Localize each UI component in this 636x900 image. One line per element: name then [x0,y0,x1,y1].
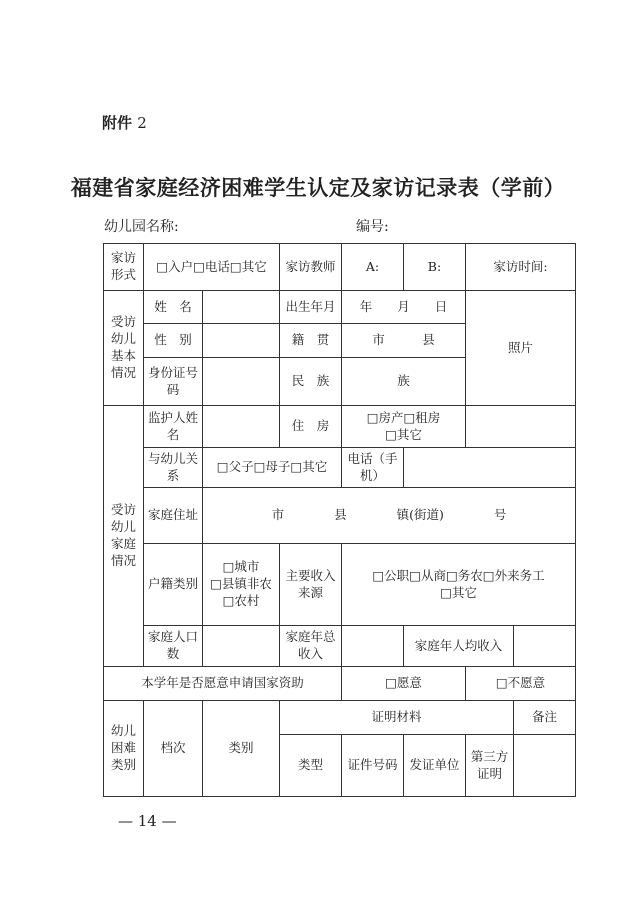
id-number-label: 身份证号码 [144,358,203,406]
origin-field[interactable]: 市 县 [342,324,466,358]
form-number-label: 编号: [356,219,389,235]
address-label: 家庭住址 [144,488,203,544]
address-field[interactable]: 市 县 镇(街道) 号 [203,488,576,544]
gender-label: 性 别 [144,324,203,358]
phone-field[interactable] [404,448,576,488]
name-field[interactable] [203,291,280,324]
visit-form-label: 家访形式 [104,244,144,291]
guardian-label: 监护人姓名 [144,406,203,448]
visit-form-options[interactable]: □入户□电话□其它 [144,244,280,291]
cert-number-label: 证件号码 [342,735,404,797]
aid-unwilling-option[interactable]: □不愿意 [466,667,576,701]
per-capita-label: 家庭年人均收入 [404,626,514,667]
name-label: 姓 名 [144,291,203,324]
visit-teacher-a[interactable]: A: [342,244,404,291]
family-section-label: 受访幼儿家庭情况 [104,406,144,667]
page-number: — 14 — [118,812,177,830]
annex-label: 附件 2 [102,114,147,132]
housing-label: 住 房 [280,406,342,448]
ethnic-label: 民 族 [280,358,342,406]
housing-blank [466,406,576,448]
phone-label: 电话（手机） [342,448,404,488]
population-field[interactable] [203,626,280,667]
child-basic-section-label: 受访幼儿基本情况 [104,291,144,406]
gender-field[interactable] [203,324,280,358]
third-party-proof-label: 第三方证明 [466,735,514,797]
visit-teacher-b[interactable]: B: [404,244,466,291]
total-income-field[interactable] [342,626,404,667]
type-label: 类别 [203,701,280,797]
birth-field[interactable]: 年 月 日 [342,291,466,324]
difficulty-category-label: 幼儿困难类别 [104,701,144,797]
aid-willing-option[interactable]: □愿意 [342,667,466,701]
income-source-label: 主要收入来源 [280,544,342,626]
guardian-field[interactable] [203,406,280,448]
level-label: 档次 [144,701,203,797]
relation-label: 与幼儿关系 [144,448,203,488]
hukou-label: 户籍类别 [144,544,203,626]
kindergarten-name-label: 幼儿园名称: [104,219,179,235]
hukou-options[interactable]: □城市 □县镇非农 □农村 [203,544,280,626]
photo-box[interactable]: 照片 [466,291,576,406]
id-number-field[interactable] [203,358,280,406]
visit-time-label[interactable]: 家访时间: [466,244,576,291]
population-label: 家庭人口数 [144,626,203,667]
income-source-options[interactable]: □公职□从商□务农□外来务工 □其它 [342,544,576,626]
per-capita-field[interactable] [514,626,576,667]
remarks-field[interactable] [514,735,576,797]
record-form-table [103,243,576,797]
housing-options[interactable]: □房产□租房 □其它 [342,406,466,448]
proof-type-label: 类型 [280,735,342,797]
birth-label: 出生年月 [280,291,342,324]
origin-label: 籍 贯 [280,324,342,358]
ethnic-field[interactable]: 族 [342,358,466,406]
aid-apply-label: 本学年是否愿意申请国家资助 [104,667,342,701]
relation-options[interactable]: □父子□母子□其它 [203,448,342,488]
remarks-label: 备注 [514,701,576,735]
visit-teacher-label: 家访教师 [280,244,342,291]
document-title: 福建省家庭经济困难学生认定及家访记录表（学前） [70,175,566,200]
total-income-label: 家庭年总收入 [280,626,342,667]
proof-materials-label: 证明材料 [280,701,514,735]
issuer-label: 发证单位 [404,735,466,797]
